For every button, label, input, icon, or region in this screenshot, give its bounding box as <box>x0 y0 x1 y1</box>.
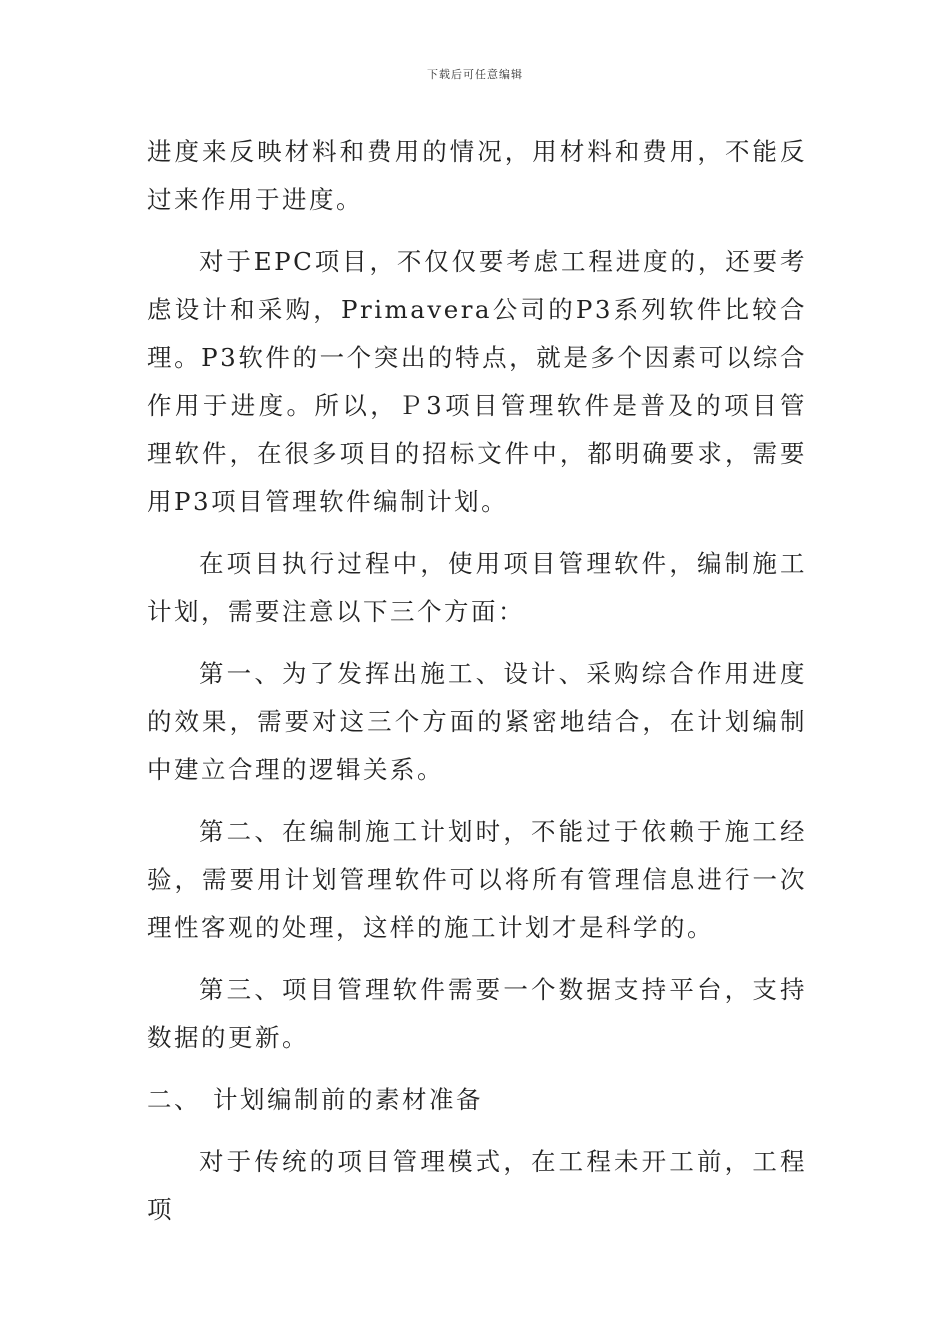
paragraph-third: 第三、项目管理软件需要一个数据支持平台，支持数据的更新。 <box>147 975 807 1052</box>
paragraph-traditional: 对于传统的项目管理模式，在工程未开工前，工程项 <box>147 1147 807 1224</box>
section-heading <box>147 1076 807 1124</box>
paragraph-first: 第一、为了发挥出施工、设计、采购综合作用进度的效果，需要对这三个方面的紧密地结合，在计划编制中建立合理的逻辑关系。 <box>147 659 807 784</box>
paragraph-three-aspects: 在项目执行过程中，使用项目管理软件，编制施工计划，需要注意以下三个方面： <box>147 549 807 626</box>
page-header: 下载后可任意编辑 <box>427 68 523 81</box>
document-body <box>147 128 807 1248</box>
section-number: 二、 <box>147 1085 201 1114</box>
paragraph-second: 第二、在编制施工计划时，不能过于依赖于施工经验，需要用计划管理软件可以将所有管理信息进行一次理性客观的处理，这样的施工计划才是科学的。 <box>147 817 807 942</box>
paragraph-continuation: 进度来反映材料和费用的情况，用材料和费用，不能反过来作用于进度。 <box>147 137 807 214</box>
paragraph-epc: 对于EPC项目，不仅仅要考虑工程进度的，还要考虑设计和采购，Primavera公司的P3系列软件比较合理。P3软件的一个突出的特点，就是多个因素可以综合作用于进度。所以，Ｐ3项目管理软件是普及的项目管理软件，在很多项目的招标文件中，都明确要求，需要用P3项目管理软件编制计划。 <box>147 247 807 516</box>
section-title: 计划编制前的素材准备 <box>213 1085 483 1114</box>
